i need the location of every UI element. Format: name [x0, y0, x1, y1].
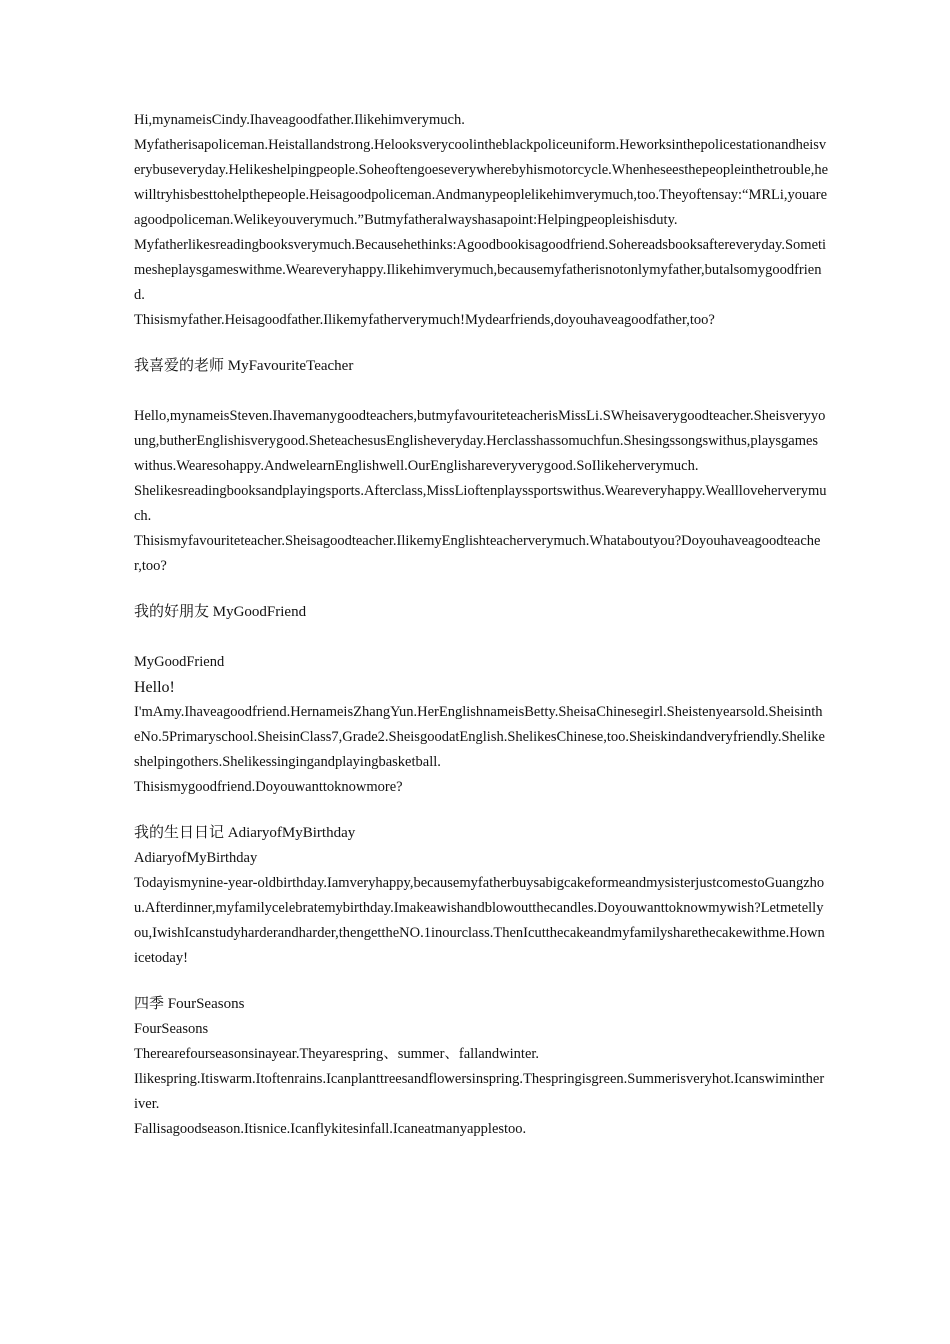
section-heading: 我喜爱的老师 MyFavouriteTeacher	[134, 358, 354, 374]
section-favourite-teacher	[134, 354, 828, 579]
section-my-father	[134, 108, 828, 333]
section-birthday-diary	[134, 821, 828, 971]
paragraph: Shelikesreadingbooksandplayingsports.Afterclass,MissLioftenplayssportswithus.Weareveryhappy.Weallloveherverymuch.	[134, 483, 827, 524]
paragraph: Therearefourseasonsinayear.Theyarespring、summer、fallandwinter.	[134, 1046, 540, 1062]
paragraph: Hi,mynameisCindy.Ihaveagoodfather.Ilikehimverymuch.	[134, 112, 465, 128]
paragraph: Myfatherlikesreadingbooksverymuch.Becausehethinks:Agoodbookisagoodfriend.Sohereadsbooksaftereveryday.Sometimesheplaysgameswithme.Weareveryhappy.Ilikehimverymuch,becausemyfatherisnotonlymyfather,butalsomygoodfriend.	[134, 237, 827, 303]
section-good-friend	[134, 600, 828, 800]
paragraph: Thisismygoodfriend.Doyouwanttoknowmore?	[134, 779, 403, 795]
paragraph: Thisismyfather.Heisagoodfather.Ilikemyfatherverymuch!Mydearfriends,doyouhaveagoodfather,too?	[134, 312, 715, 328]
section-heading: 我的好朋友 MyGoodFriend	[134, 604, 307, 620]
paragraph: Hello!	[134, 679, 175, 696]
paragraph: Myfatherisapoliceman.Heistallandstrong.Helooksverycoolintheblackpoliceuniform.Heworksinthepolicestationandheisverybuseveryday.Helikeshelpingpeople.Soheoftengoeseverywherebyhismotorcycle.Whenheseesthepeopleinthetrouble,hewilltryhisbesttohelpthepeople.Heisagoodpoliceman.Andmanypeoplelikehimverymuch,too.Theyoftensay:“MRLi,youareagoodpoliceman.Welikeyouverymuch.”Butmyfatheralwayshasapoint:Helpingpeopleishisduty.	[134, 137, 829, 228]
paragraph: AdiaryofMyBirthday	[134, 850, 258, 866]
paragraph: Todayismynine-year-oldbirthday.Iamveryhappy,becausemyfatherbuysabigcakeformeandmysisterjustcomestoGuangzhou.Afterdinner,myfamilycelebratemybirthday.Imakeawishandblowoutthecandles.Doyouwanttoknowmywish?Letmetellyou,IwishIcanstudyharderandharder,thengettheNO.1inourclass.ThenIcutthecakeandmyfamilysharethecakewithme.Hownicetoday!	[134, 875, 825, 966]
document-body	[134, 108, 828, 1142]
section-heading: 我的生日日记 AdiaryofMyBirthday	[134, 825, 356, 841]
paragraph: Thisismyfavouriteteacher.Sheisagoodteacher.IlikemyEnglishteacherverymuch.Whataboutyou?Doyouhaveagoodteacher,too?	[134, 533, 821, 574]
paragraph: Ilikespring.Itiswarm.Itoftenrains.Icanplanttreesandflowersinspring.Thespringisgreen.Summerisveryhot.Icanswimintheriver.	[134, 1071, 825, 1112]
paragraph: I'mAmy.Ihaveagoodfriend.HernameisZhangYun.HerEnglishnameisBetty.SheisaChinesegirl.Sheistenyearsold.SheisintheNo.5Primaryschool.SheisinClass7,Grade2.SheisgoodatEnglish.ShelikesChinese,too.Sheiskindandveryfriendly.Shelikeshelpingothers.Shelikessingingandplayingbasketball.	[134, 704, 825, 770]
section-heading: 四季 FourSeasons	[134, 996, 245, 1012]
paragraph: Fallisagoodseason.Itisnice.Icanflykitesinfall.Icaneatmanyapplestoo.	[134, 1121, 527, 1137]
paragraph: FourSeasons	[134, 1021, 209, 1037]
paragraph: Hello,mynameisSteven.Ihavemanygoodteachers,butmyfavouriteteacherisMissLi.SWheisaverygoodteacher.Sheisveryyoung,butherEnglishisverygood.SheteachesusEnglisheveryday.Herclasshassomuchfun.Shesingssongswithus,playsgameswithus.Wearesohappy.AndwelearnEnglishwell.OurEnglishareveryverygood.SoIlikeherverymuch.	[134, 408, 826, 474]
section-four-seasons	[134, 992, 828, 1142]
paragraph: MyGoodFriend	[134, 654, 225, 670]
